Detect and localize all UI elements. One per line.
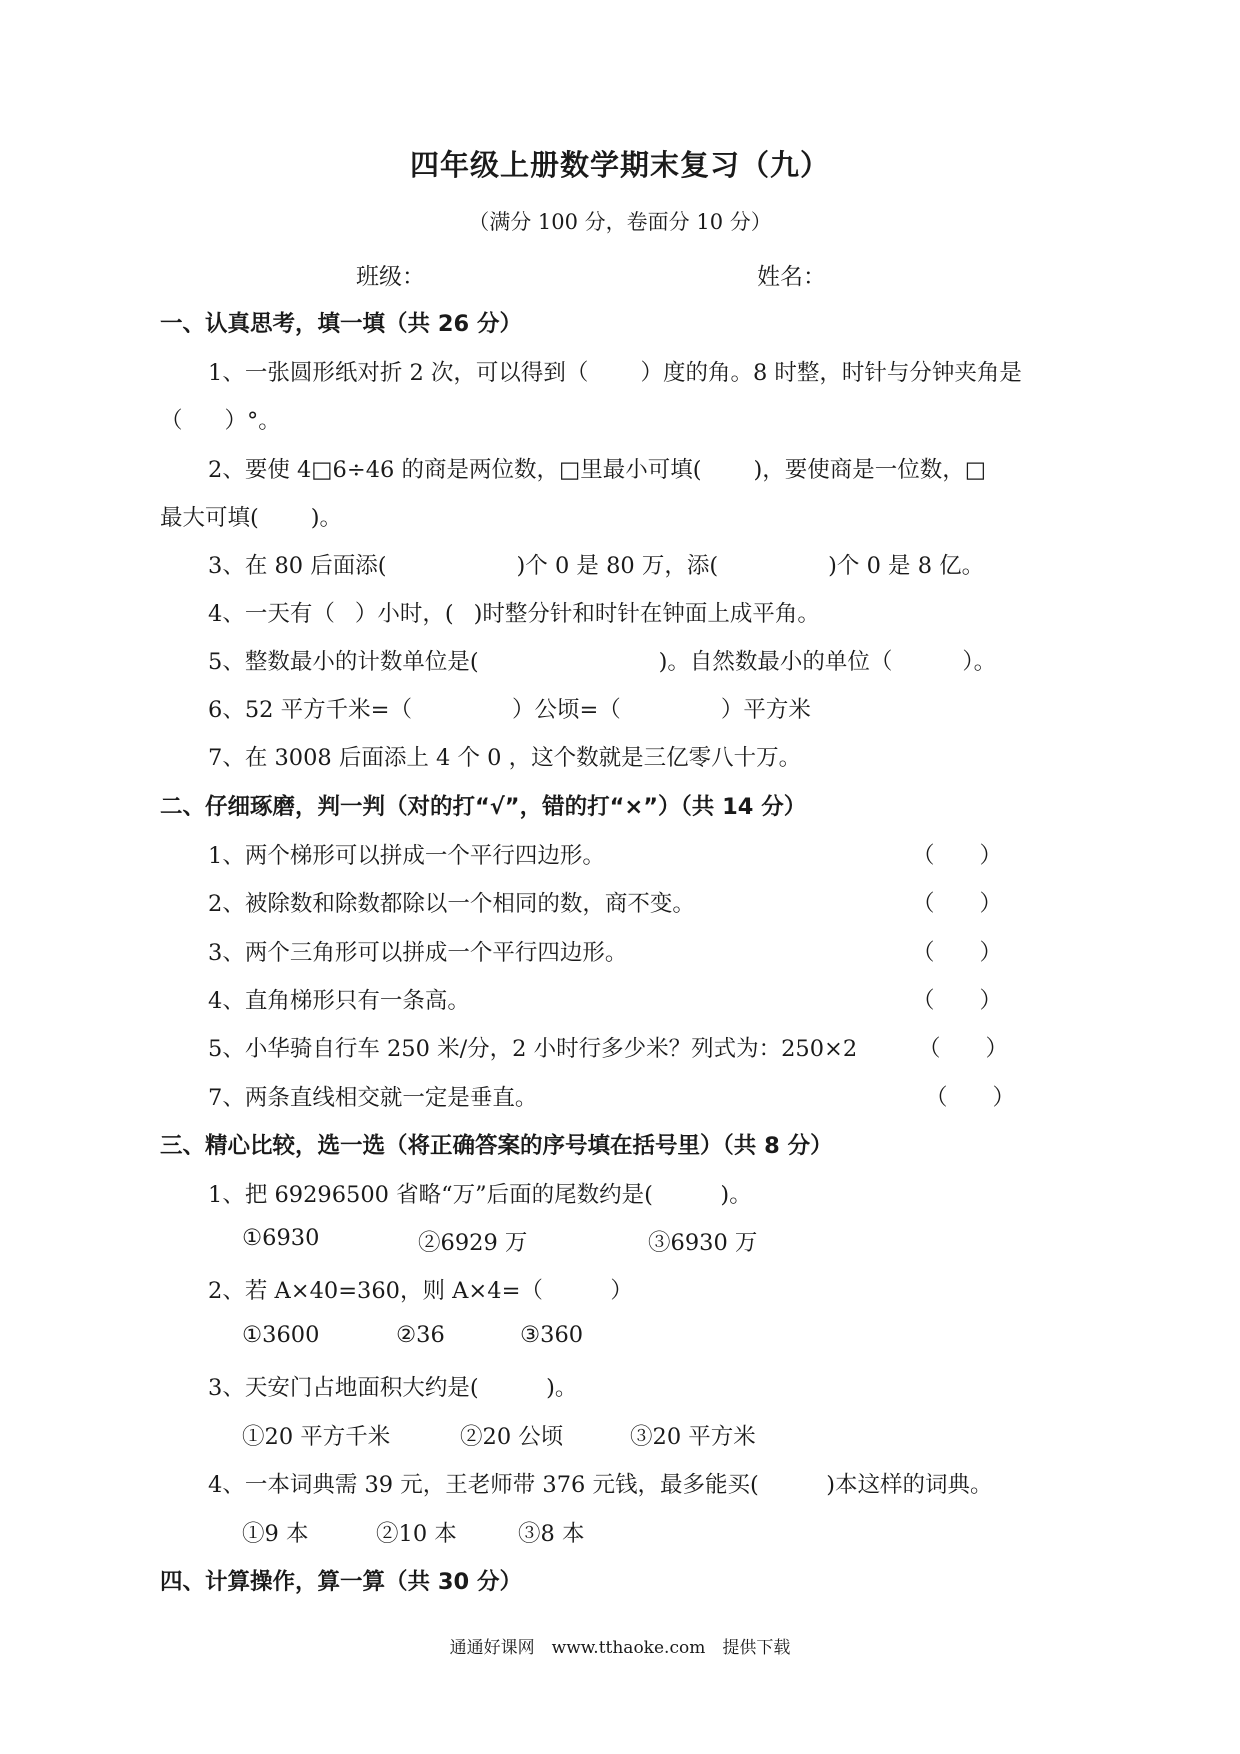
s3-q3-option-1: ①20 平方千米: [242, 1424, 391, 1450]
page-title: 四年级上册数学期末复习（九）: [409, 148, 830, 182]
s3-q4-option-2: ②10 本: [376, 1521, 457, 1547]
s1-question-6: 6、52 平方千米=（ ）公顷=（ ）平方米: [208, 697, 811, 723]
section-4-heading: 四、计算操作，算一算（共 30 分）: [160, 1569, 522, 1595]
s1-question-2-line2: 最大可填( )。: [160, 505, 343, 531]
s1-question-1-line1: 1、一张圆形纸对折 2 次，可以得到（ ）度的角。8 时整，时针与分钟夹角是: [208, 360, 1022, 386]
s2-answer-paren-1: （ ）: [912, 843, 1003, 869]
s2-answer-paren-2: （ ）: [912, 891, 1003, 917]
class-label: 班级：: [356, 264, 425, 290]
s2-answer-paren-5: （ ）: [918, 1036, 1009, 1062]
s1-question-4: 4、一天有（ ）小时，( )时整分针和时针在钟面上成平角。: [208, 601, 820, 627]
section-3-heading: 三、精心比较，选一选（将正确答案的序号填在括号里）（共 8 分）: [160, 1133, 833, 1159]
s1-question-5: 5、整数最小的计数单位是( )。自然数最小的单位（ ）。: [208, 649, 997, 675]
s3-q1-option-2: ②6929 万: [418, 1230, 528, 1256]
s2-answer-paren-4: （ ）: [912, 988, 1003, 1014]
s3-question-1: 1、把 69296500 省略“万”后面的尾数约是( )。: [208, 1182, 752, 1208]
s3-q2-option-2: ②36: [396, 1322, 445, 1348]
section-2-heading: 二、仔细琢磨，判一判（对的打“√”，错的打“×”）（共 14 分）: [160, 794, 807, 820]
s3-q1-option-3: ③6930 万: [648, 1230, 758, 1256]
s1-question-7: 7、在 3008 后面添上 4 个 0 ，这个数就是三亿零八十万。: [208, 745, 802, 771]
s1-question-3: 3、在 80 后面添( )个 0 是 80 万，添( )个 0 是 8 亿。: [208, 553, 985, 579]
s1-question-1-line2: （ ）°。: [160, 408, 281, 434]
s3-q4-option-3: ③8 本: [518, 1521, 585, 1547]
s3-q4-option-1: ①9 本: [242, 1521, 309, 1547]
footer-download-credit[interactable]: 通通好课网 www.tthaoke.com 提供下载: [449, 1638, 791, 1658]
s1-question-2-line1: 2、要使 4□6÷46 的商是两位数，□里最小可填( )，要使商是一位数，□: [208, 457, 987, 483]
s3-question-4: 4、一本词典需 39 元，王老师带 376 元钱，最多能买( )本这样的词典。: [208, 1472, 993, 1498]
s2-answer-paren-7: （ ）: [925, 1085, 1016, 1111]
s3-q2-option-3: ③360: [520, 1322, 584, 1348]
s3-q2-option-1: ①3600: [242, 1322, 320, 1348]
score-note: （满分 100 分，卷面分 10 分）: [468, 210, 772, 234]
s2-item-5: 5、小华骑自行车 250 米/分，2 小时行多少米？列式为：250×2: [208, 1036, 858, 1062]
name-label: 姓名：: [757, 264, 826, 290]
s2-item-2: 2、被除数和除数都除以一个相同的数，商不变。: [208, 891, 695, 917]
section-1-heading: 一、认真思考，填一填（共 26 分）: [160, 311, 522, 337]
s3-q3-option-2: ②20 公顷: [460, 1424, 564, 1450]
s2-item-7: 7、两条直线相交就一定是垂直。: [208, 1085, 538, 1111]
s2-item-1: 1、两个梯形可以拼成一个平行四边形。: [208, 843, 605, 869]
s2-item-4: 4、直角梯形只有一条高。: [208, 988, 470, 1014]
s3-q1-option-1: ①6930: [242, 1225, 320, 1251]
s3-question-3: 3、天安门占地面积大约是( )。: [208, 1375, 578, 1401]
s3-question-2: 2、若 A×40=360，则 A×4=（ ）: [208, 1278, 633, 1304]
s2-answer-paren-3: （ ）: [912, 940, 1003, 966]
s3-q3-option-3: ③20 平方米: [630, 1424, 756, 1450]
s2-item-3: 3、两个三角形可以拼成一个平行四边形。: [208, 940, 628, 966]
